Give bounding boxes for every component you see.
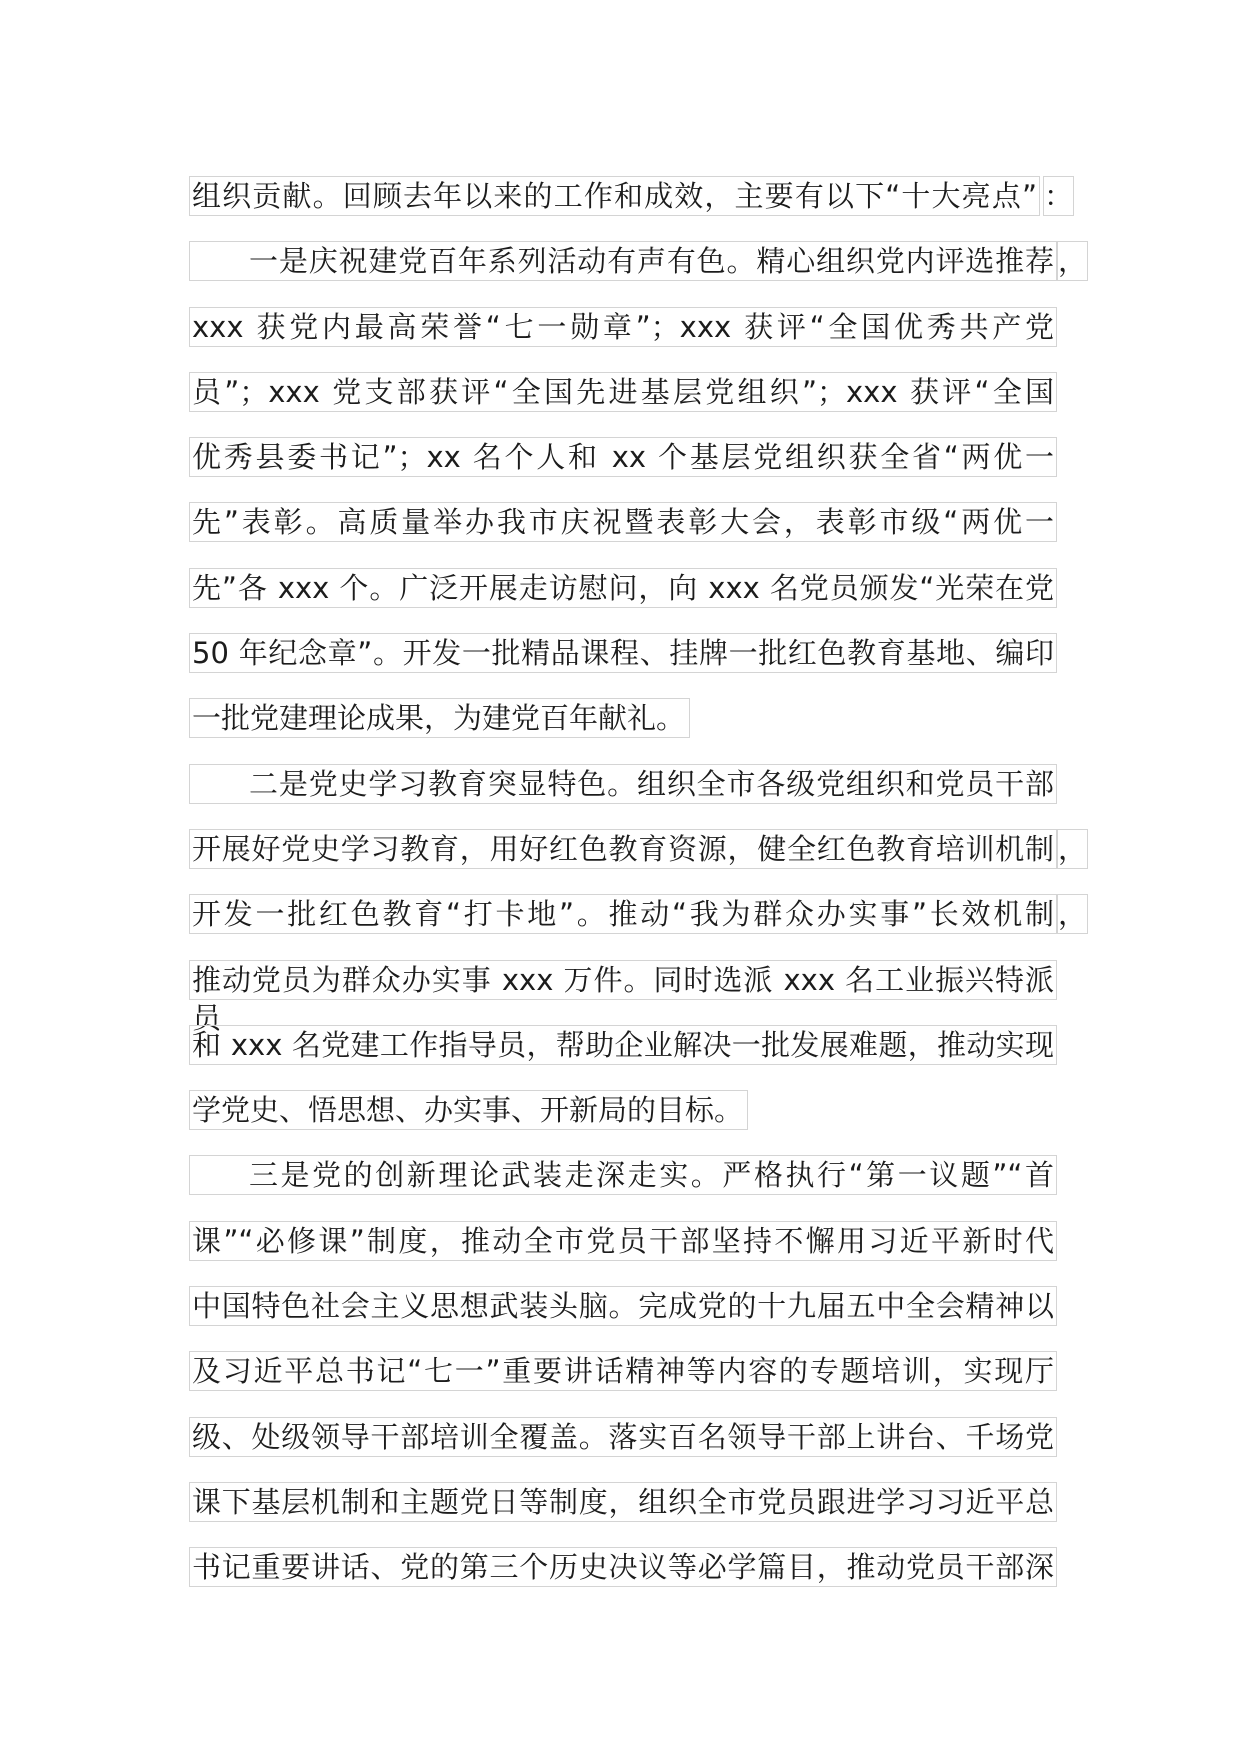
text-line: [189, 1025, 1089, 1090]
line-box: 一批党建理论成果，为建党百年献礼。: [189, 698, 690, 738]
text-line: [189, 568, 1089, 633]
line-box: 先”各 xxx 个。广泛开展走访慰问，向 xxx 名党员颁发“光荣在党: [189, 568, 1057, 608]
line-box: 50 年纪念章”。开发一批精品课程、挂牌一批红色教育基地、编印: [189, 633, 1057, 673]
text-line: [189, 1286, 1089, 1351]
paragraph-1: [189, 241, 1089, 763]
text-line: [189, 829, 1089, 894]
line-box: 级、处级领导干部培训全覆盖。落实百名领导干部上讲台、千场党: [189, 1417, 1057, 1457]
text-line: [189, 1417, 1089, 1482]
line-box: 组织贡献。回顾去年以来的工作和成效，主要有以下“十大亮点”: [189, 176, 1040, 216]
line-box: 优秀县委书记”；xx 名个人和 xx 个基层党组织获全省“两优一: [189, 437, 1057, 477]
text-line: [189, 437, 1089, 502]
line-box: 二是党史学习教育突显特色。组织全市各级党组织和党员干部: [189, 764, 1057, 804]
hanging-punctuation: ，: [1057, 829, 1088, 869]
text-line: [189, 698, 1089, 763]
line-box: 中国特色社会主义思想武装头脑。完成党的十九届五中全会精神以: [189, 1286, 1057, 1326]
line-box: 课下基层机制和主题党日等制度，组织全市党员跟进学习习近平总: [189, 1482, 1057, 1522]
paragraph-2: [189, 764, 1089, 1156]
document-page: [189, 176, 1089, 1613]
text-line: [189, 1221, 1089, 1286]
text-line: [189, 1090, 1089, 1155]
line-box: 开展好党史学习教育，用好红色教育资源，健全红色教育培训机制: [189, 829, 1057, 869]
line-box: 书记重要讲话、党的第三个历史决议等必学篇目，推动党员干部深: [189, 1547, 1057, 1587]
line-box: 推动党员为群众办实事 xxx 万件。同时选派 xxx 名工业振兴特派员: [189, 960, 1057, 1000]
line-box: 开发一批红色教育“打卡地”。推动“我为群众办实事”长效机制: [189, 894, 1057, 934]
text-line: [189, 372, 1089, 437]
text-line: [189, 894, 1089, 959]
line-box: 学党史、悟思想、办实事、开新局的目标。: [189, 1090, 748, 1130]
text-line: [189, 176, 1089, 241]
line-box: 员”；xxx 党支部获评“全国先进基层党组织”；xxx 获评“全国: [189, 372, 1057, 412]
text-line: [189, 1482, 1089, 1547]
text-line: [189, 1547, 1089, 1612]
text-line: [189, 241, 1089, 306]
text-line: [189, 1351, 1089, 1416]
hanging-punctuation: ，: [1057, 894, 1088, 934]
line-box: 及习近平总书记“七一”重要讲话精神等内容的专题培训，实现厅: [189, 1351, 1057, 1391]
line-box: 一是庆祝建党百年系列活动有声有色。精心组织党内评选推荐: [189, 241, 1057, 281]
line-box: 三是党的创新理论武装走深走实。严格执行“第一议题”“首: [189, 1155, 1057, 1195]
line-box: 课”“必修课”制度，推动全市党员干部坚持不懈用习近平新时代: [189, 1221, 1057, 1261]
text-line: [189, 1155, 1089, 1220]
text-line: [189, 960, 1089, 1035]
hanging-punctuation: ，: [1057, 241, 1088, 281]
text-line: [189, 764, 1089, 829]
text-line: [189, 307, 1089, 372]
text-line: [189, 502, 1089, 567]
line-box: 先”表彰。高质量举办我市庆祝暨表彰大会，表彰市级“两优一: [189, 502, 1057, 542]
line-box: 和 xxx 名党建工作指导员，帮助企业解决一批发展难题，推动实现: [189, 1025, 1057, 1065]
paragraph-3: [189, 1155, 1089, 1612]
line-box: xxx 获党内最高荣誉“七一勋章”；xxx 获评“全国优秀共产党: [189, 307, 1057, 347]
text-line: [189, 633, 1089, 698]
hanging-punctuation: ：: [1043, 176, 1074, 216]
